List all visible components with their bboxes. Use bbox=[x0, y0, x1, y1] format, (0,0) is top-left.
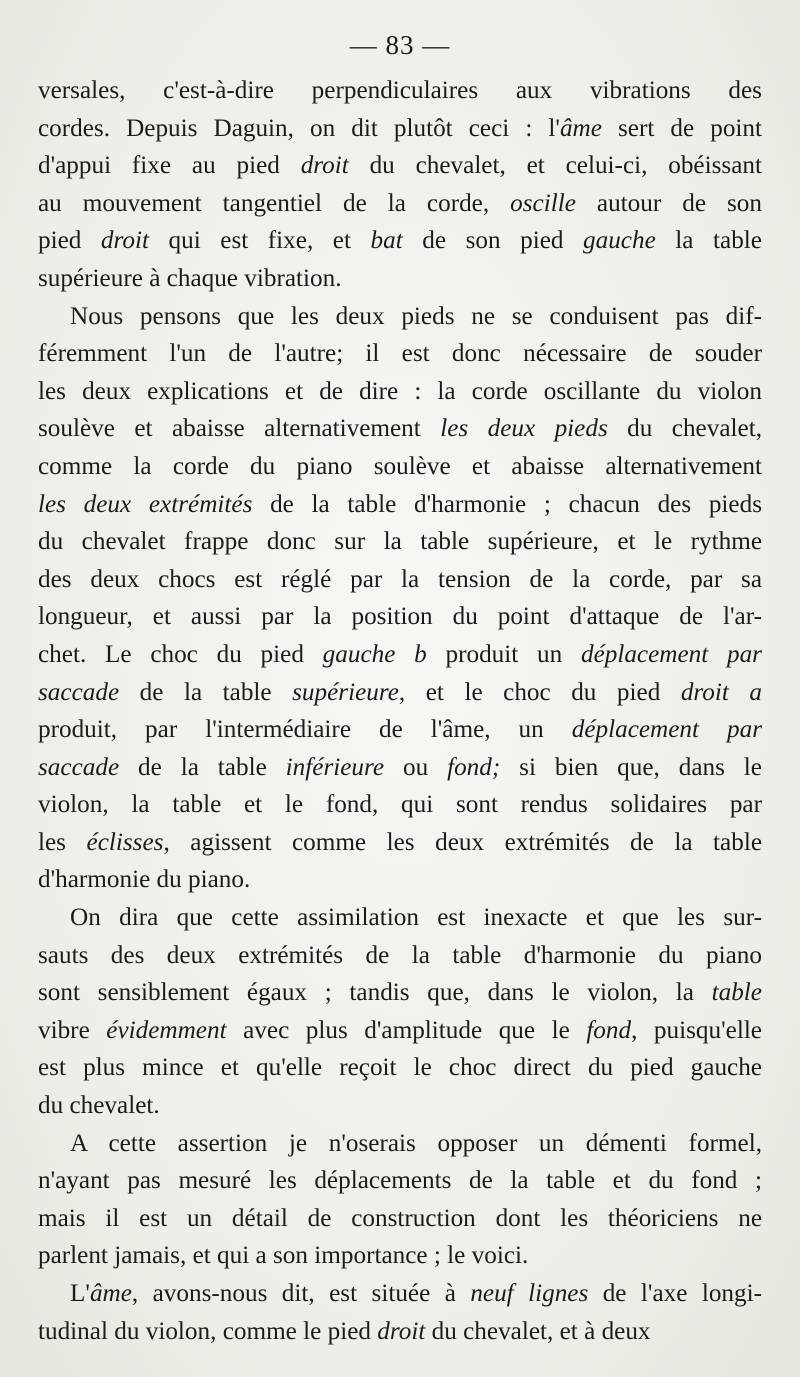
italic-run: oscille bbox=[510, 189, 576, 217]
text-line bbox=[38, 786, 762, 824]
text-run: de son pied bbox=[402, 227, 584, 255]
text-line bbox=[38, 185, 762, 223]
italic-run: gauche b bbox=[322, 640, 427, 668]
italic-run: droit bbox=[300, 152, 349, 180]
text-run: supérieure à chaque vibration. bbox=[38, 264, 342, 292]
text-run: vibre bbox=[38, 1016, 107, 1044]
body-text bbox=[38, 72, 762, 1350]
text-line bbox=[38, 523, 762, 561]
text-run: d'appui fixe au pied bbox=[38, 152, 301, 180]
text-run: , puisqu'elle bbox=[631, 1016, 762, 1044]
text-line bbox=[38, 974, 762, 1012]
text-run: On dira que cette assimilation est inexacte et que les sur- bbox=[70, 904, 762, 932]
italic-run: neuf lignes bbox=[470, 1280, 589, 1307]
text-run: ou bbox=[384, 753, 448, 781]
text-run: d'harmonie du piano. bbox=[38, 866, 251, 894]
text-run: versales, c'est-à-dire perpendiculaires aux vibrations des bbox=[38, 77, 762, 104]
text-run: féremment l'un de l'autre; il est donc nécessaire de souder bbox=[38, 340, 762, 368]
text-line bbox=[38, 1313, 762, 1351]
text-line bbox=[38, 937, 762, 975]
text-line bbox=[38, 561, 762, 599]
page-number: — 83 — bbox=[349, 30, 451, 60]
text-run: violon, la table et le fond, qui sont rendus solidaires par bbox=[38, 791, 762, 819]
italic-run: table bbox=[711, 979, 762, 1007]
text-line bbox=[38, 147, 762, 185]
text-line bbox=[38, 260, 762, 298]
text-run: n'ayant pas mesuré les déplacements de la table et du fond ; bbox=[38, 1167, 762, 1195]
text-run: L' bbox=[70, 1280, 90, 1307]
text-run: mais il est un détail de construction dont les théoriciens ne bbox=[38, 1204, 762, 1232]
text-run: tudinal du violon, comme le pied bbox=[38, 1317, 378, 1345]
text-run: longueur, et aussi par la position du point d'attaque de l'ar- bbox=[38, 603, 762, 631]
italic-run: saccade bbox=[38, 753, 120, 781]
text-run: la table bbox=[655, 227, 762, 255]
text-run: au mouvement tangentiel de la corde, bbox=[38, 189, 511, 217]
italic-run: droit a bbox=[680, 678, 762, 706]
text-run: A cette assertion je n'oserais opposer un démenti formel, bbox=[70, 1129, 762, 1157]
text-run: Nous pensons que les deux pieds ne se conduisent pas dif- bbox=[70, 302, 762, 330]
text-line bbox=[38, 486, 762, 524]
italic-run: droit bbox=[100, 227, 149, 255]
text-line bbox=[38, 1125, 762, 1163]
text-line bbox=[38, 711, 762, 749]
text-run: pied bbox=[38, 227, 101, 255]
italic-run: fond; bbox=[447, 753, 501, 781]
text-line bbox=[38, 1012, 762, 1050]
text-run: cordes. Depuis Daguin, on dit plutôt ceci : l' bbox=[38, 114, 560, 142]
text-run: autour de son bbox=[575, 189, 762, 217]
italic-run: déplacement par bbox=[580, 640, 762, 668]
text-run: , avons-nous dit, est située à bbox=[131, 1280, 471, 1307]
text-run: de la table d'harmonie ; chacun des pieds bbox=[252, 490, 762, 518]
text-run: , et le choc du pied bbox=[398, 678, 681, 706]
text-run: des deux chocs est réglé par la tension de la corde, par sa bbox=[38, 565, 762, 593]
text-line bbox=[38, 899, 762, 937]
italic-run: âme bbox=[559, 114, 602, 142]
text-line bbox=[38, 222, 762, 260]
text-line bbox=[38, 674, 762, 712]
italic-run: inférieure bbox=[285, 753, 385, 781]
italic-run: les deux pieds bbox=[440, 415, 608, 443]
text-run: du chevalet, et à deux bbox=[425, 1317, 651, 1345]
italic-run: évidemment bbox=[106, 1016, 227, 1044]
text-run: de la table bbox=[119, 753, 286, 781]
text-run: sert de point bbox=[601, 114, 762, 142]
italic-run: droit bbox=[377, 1317, 426, 1345]
text-line bbox=[38, 636, 762, 674]
text-run: soulève et abaisse alternativement bbox=[38, 415, 441, 443]
text-line bbox=[38, 298, 762, 336]
text-run: avec plus d'amplitude que le bbox=[226, 1016, 587, 1044]
italic-run: bat bbox=[370, 227, 403, 255]
text-line bbox=[38, 373, 762, 411]
text-run: , agissent comme les deux extrémités de la table bbox=[163, 828, 763, 856]
text-line bbox=[38, 448, 762, 486]
text-line bbox=[38, 1162, 762, 1200]
text-run: produit, par l'intermédiaire de l'âme, un bbox=[38, 716, 572, 744]
text-run: est plus mince et qu'elle reçoit le choc direct du pied gauche bbox=[38, 1054, 762, 1082]
italic-run: les deux extrémités bbox=[38, 490, 253, 518]
text-run: du chevalet. bbox=[38, 1092, 160, 1120]
italic-run: déplacement par bbox=[571, 716, 762, 744]
text-run: comme la corde du piano soulève et abaisse alternativement bbox=[38, 452, 762, 480]
text-run: si bien que, dans le bbox=[500, 753, 762, 781]
text-line bbox=[38, 410, 762, 448]
italic-run: fond bbox=[586, 1016, 632, 1044]
text-run: qui est fixe, et bbox=[148, 227, 371, 255]
text-line bbox=[38, 1200, 762, 1238]
text-run: sauts des deux extrémités de la table d'harmonie du piano bbox=[38, 941, 762, 969]
text-run: du chevalet frappe donc sur la table supérieure, et le rythme bbox=[38, 528, 762, 556]
text-line bbox=[38, 72, 762, 110]
text-run: du chevalet, et celui-ci, obéissant bbox=[348, 152, 762, 180]
text-line bbox=[38, 749, 762, 787]
italic-run: saccade bbox=[38, 678, 120, 706]
text-line bbox=[38, 335, 762, 373]
text-line bbox=[38, 824, 762, 862]
text-line bbox=[38, 110, 762, 148]
text-line bbox=[38, 1049, 762, 1087]
text-line bbox=[38, 1275, 762, 1313]
text-run: chet. Le choc du pied bbox=[38, 640, 323, 668]
text-run: les bbox=[38, 828, 87, 856]
text-line bbox=[38, 861, 762, 899]
text-line bbox=[38, 1087, 762, 1125]
italic-run: supérieure bbox=[292, 678, 399, 706]
text-run: les deux explications et de dire : la corde oscillante du violon bbox=[38, 377, 762, 405]
text-run: du chevalet, bbox=[607, 415, 762, 443]
text-run: de l'axe longi- bbox=[588, 1280, 762, 1307]
italic-run: gauche bbox=[583, 227, 656, 255]
text-run: produit un bbox=[426, 640, 581, 668]
italic-run: âme bbox=[89, 1280, 132, 1307]
text-run: parlent jamais, et qui a son importance ; le voici. bbox=[38, 1242, 529, 1270]
text-run: de la table bbox=[119, 678, 293, 706]
text-line bbox=[38, 1237, 762, 1275]
italic-run: éclisses bbox=[86, 828, 164, 856]
text-line bbox=[38, 598, 762, 636]
text-run: sont sensiblement égaux ; tandis que, dans le violon, la bbox=[38, 979, 712, 1007]
